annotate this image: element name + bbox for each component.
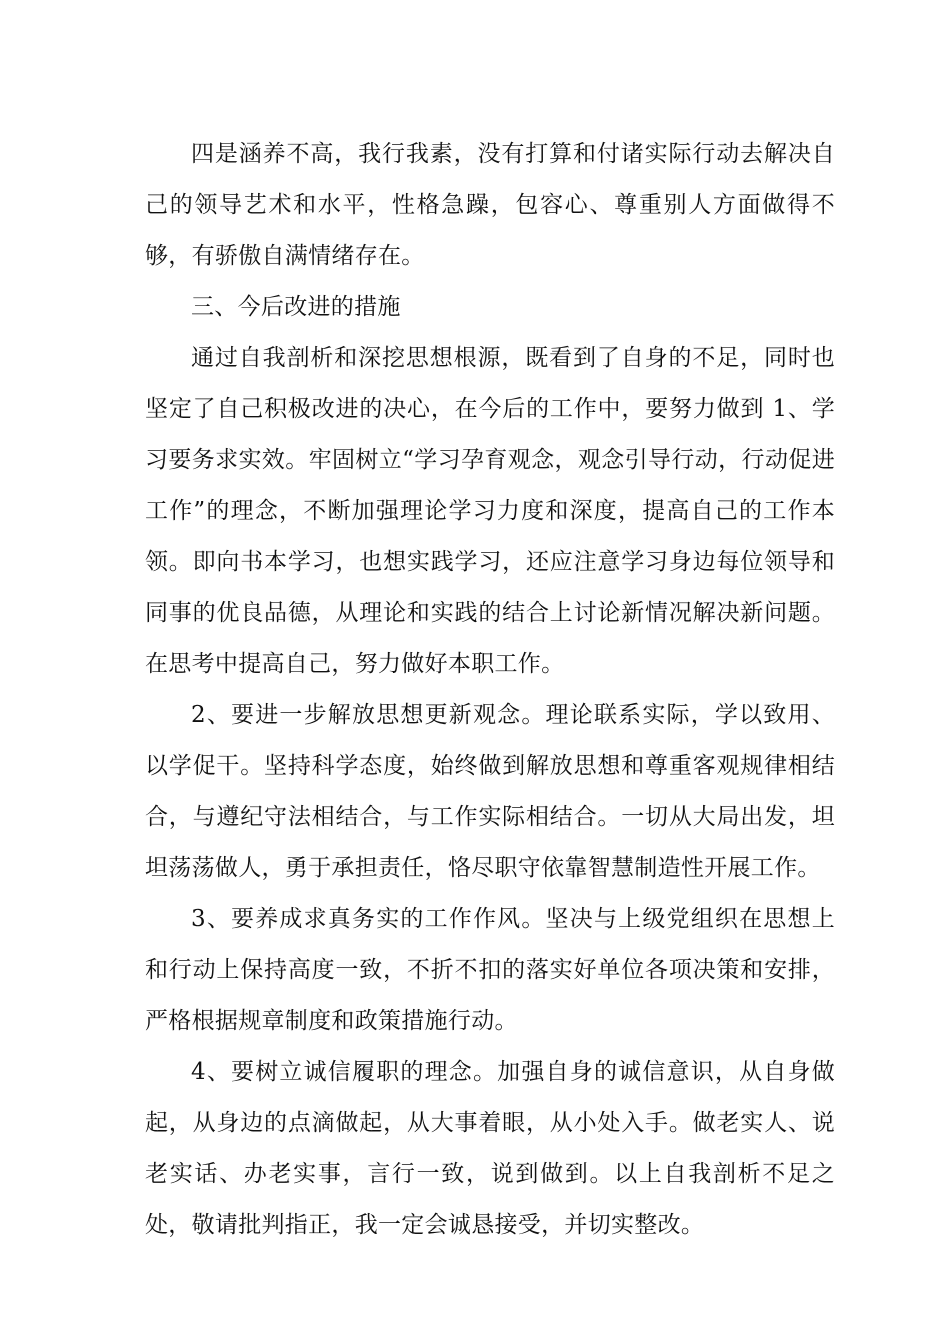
paragraph-measure-two-thinking: 2、要进一步解放思想更新观念。理论联系实际，学以致用、以学促干。坚持科学态度，始终做到解放思想和尊重客观规律相结合，与遵纪守法相结合，与工作实际相结合。一切从大局出发，坦坦荡荡做人，勇于承担责任，恪尽职守依靠智慧制造性开展工作。 (145, 702, 835, 881)
paragraph-shortcoming-four: 四是涵养不高，我行我素，没有打算和付诸实际行动去解决自己的领导艺术和水平，性格急躁，包容心、尊重别人方面做得不够，有骄傲自满情绪存在。 (145, 141, 835, 269)
paragraph-measure-one-study: 通过自我剖析和深挖思想根源，既看到了自身的不足，同时也坚定了自己积极改进的决心，在今后的工作中，要努力做到 1、学习要务求实效。牢固树立“学习孕育观念，观念引导行动，行动促进工作”的理念，不断加强理论学习力度和深度，提高自己的工作本领。即向书本学习，也想实践学习，还应注意学习身边每位领导和同事的优良品德，从理论和实践的结合上讨论新情况解决新问题。在思考中提高自己，努力做好本职工作。 (145, 345, 835, 677)
paragraph-measure-three-work-style: 3、要养成求真务实的工作作风。坚决与上级党组织在思想上和行动上保持高度一致，不折不扣的落实好单位各项决策和安排，严格根据规章制度和政策措施行动。 (145, 906, 835, 1034)
section-heading-improvement-measures: 三、今后改进的措施 (191, 294, 401, 320)
document-body (145, 129, 835, 1251)
paragraph-measure-four-integrity: 4、要树立诚信履职的理念。加强自身的诚信意识，从自身做起，从身边的点滴做起，从大事着眼，从小处入手。做老实人、说老实话、办老实事，言行一致，说到做到。以上自我剖析不足之处，敬请批判指正，我一定会诚恳接受，并切实整改。 (145, 1059, 835, 1238)
